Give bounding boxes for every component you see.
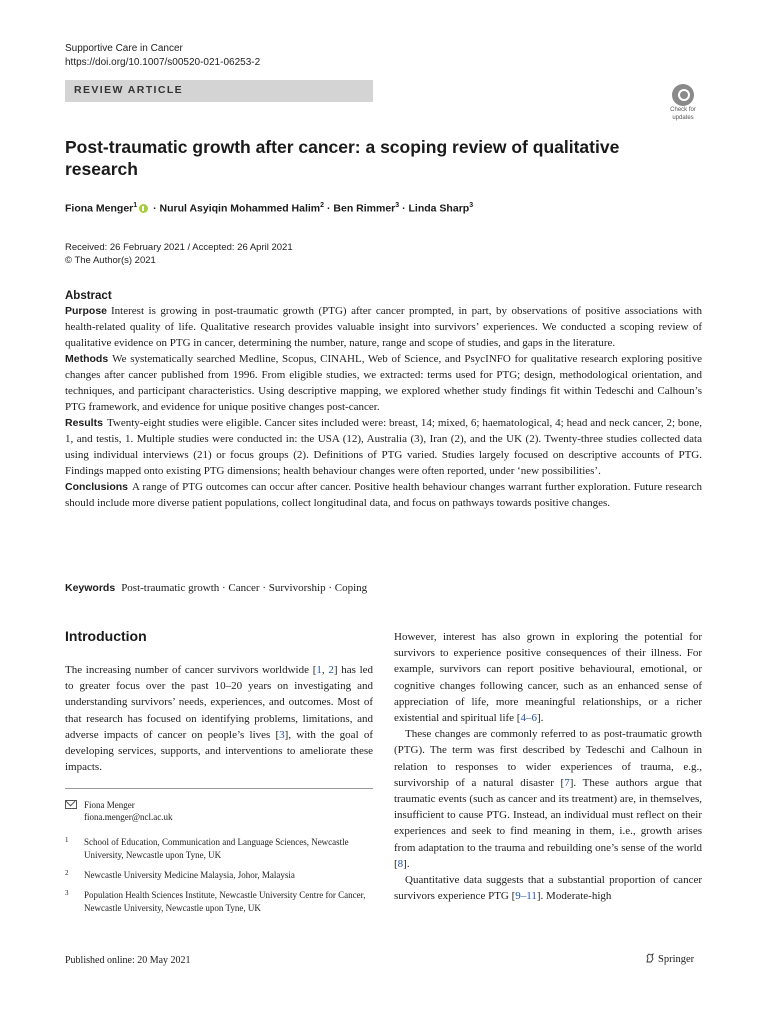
badge-line2: updates [672,115,694,121]
body-text-run: ]. [536,712,544,725]
abstract-section [65,290,702,511]
author-affil-sup: 2 [320,202,325,209]
intro-right-column [394,629,702,904]
citation-link[interactable]: 1 [316,664,322,676]
abstract-methods [65,351,702,415]
correspondence-block [65,799,373,823]
abstract-label: Results [65,417,103,429]
author-separator: · [324,202,334,215]
journal-header [65,42,260,70]
author-affil-sup: 3 [395,202,400,209]
springer-horse-icon [645,953,655,963]
affiliation-number: 1 [65,836,69,844]
affiliation-number: 2 [65,869,69,877]
received-accepted-dates: Received: 26 February 2021 / Accepted: 26 April 2021 [65,242,293,253]
corresponding-author: Fiona Menger [84,800,135,810]
article-type-label: REVIEW ARTICLE [74,84,184,96]
keywords-text: Post-traumatic growth · Cancer · Survivorship · Coping [121,582,368,594]
author-list [65,202,715,215]
keywords-label: Keywords [65,582,116,594]
citation-link[interactable]: 8 [397,857,404,870]
citation-link[interactable]: 7 [564,776,570,789]
affiliation-number: 3 [65,889,69,897]
abstract-label: Conclusions [65,481,129,493]
body-text-run: The increasing number of cancer survivors worldwide [ [65,664,317,676]
intro-paragraph-left [65,662,373,775]
envelope-icon [65,800,77,809]
doi-link[interactable]: https://doi.org/10.1007/s00520-021-06253-2 [65,57,261,68]
body-text-run: ], with the goal of developing services, supports, and interventions to ameliorate these impacts. [65,728,373,774]
published-online: Published online: 20 May 2021 [65,955,191,966]
footnote-divider [65,788,373,789]
copyright-line: © The Author(s) 2021 [65,255,156,266]
author-name[interactable]: Nurul Asyiqin Mohammed Halim [159,202,321,215]
author-name[interactable]: Fiona Menger [65,202,134,215]
intro-paragraph [394,726,702,872]
author-name[interactable]: Ben Rimmer [333,202,396,215]
abstract-label: Methods [65,353,109,365]
publisher-name: Springer [658,954,695,965]
check-updates-icon [672,84,694,106]
article-title: Post-traumatic growth after cancer: a scoping review of qualitative research [65,137,620,179]
author-separator: · [150,202,160,215]
affiliation-text: Newcastle University Medicine Malaysia, Johor, Malaysia [84,870,295,880]
author-affil-sup: 3 [469,202,474,209]
abstract-purpose [65,303,702,351]
keywords-line [65,582,367,594]
affiliation-item [65,889,373,914]
citation-link[interactable]: 4–6 [520,712,537,725]
body-text-run: These changes are commonly referred to as post-traumatic growth (PTG). The term was first described by Tedeschi and Calhoun in relation to responses to wider experiences of trauma, e.g., survivorship of a natural disaster [ [394,728,702,789]
affiliation-item [65,836,373,861]
abstract-text: Interest is growing in post-traumatic growth (PTG) after cancer prompted, in part, by observations of positive associations with health-related quality of life. Qualitative research provides valuable insight into survivors’ experiences. We conducted a scoping review of qualitative evidence on PTG in cancer, determining the number, nature, range and scope of studies, and gaps in the literature. [65,305,702,349]
introduction-heading: Introduction [65,628,147,644]
article-type-band [65,80,373,102]
body-text-run: However, interest has also grown in exploring the potential for survivors to experience positive consequences of their illness. For example, survivors can report positive behavioural, emotional, or cognitive changes following cancer, such as an enhanced sense of appreciation of life, more meaningful relationships, or a richer existential and spiritual life [ [394,631,702,725]
abstract-text: A range of PTG outcomes can occur after cancer. Positive health behaviour changes warrant further exploration. Future research should include more diverse patient populations, collect longitudinal data, and focus on pathways towards positive changes. [65,481,702,509]
body-text-run: Quantitative data suggests that a substantial proportion of cancer survivors experience PTG [ [394,874,702,903]
publisher-logo [645,953,694,965]
affiliation-item [65,869,373,882]
corresponding-email[interactable]: fiona.menger@ncl.ac.uk [84,812,173,822]
intro-paragraph [394,629,702,726]
body-text-run: , [321,664,329,676]
article-dates [65,241,293,267]
author-affil-sup: 1 [133,202,138,209]
intro-paragraph [394,872,702,904]
abstract-text: Twenty-eight studies were eligible. Cancer sites included were: breast, 14; mixed, 6; haematological, 4; head and neck cancer, 2; bone, 1, and testis, 1. Multiple studies were conducted in: the USA (12), Australia (3), Iran (2), and the UK (2). Twenty-three studies collected data using individual interviews (21) or focus groups (2). Definitions of PTG varied. Studies largely focused on descriptive accounts of PTG. Findings mapped onto existing PTG dimensions; health behaviour changes were often reported, under ‘new possibilities’. [65,417,702,477]
abstract-label: Purpose [65,305,108,317]
badge-line1: Check for [670,107,696,113]
abstract-heading: Abstract [65,290,112,302]
body-text-run: ]. These authors argue that traumatic events (such as cancer and its treatment) are, in themselves, insufficient to cause PTG. Instead, an individual must reflect on their experiences and seek to find meaning in them, i.e., growth arises from adaptation to the trauma and rebuilding one’s sense of the world [ [394,776,702,870]
citation-link[interactable]: 9–11 [515,890,537,903]
affiliation-text: Population Health Sciences Institute, Newcastle University Centre for Cancer, Newcastle University, Newcastle upon Tyne, UK [84,890,366,913]
author-name[interactable]: Linda Sharp [408,202,470,215]
journal-name: Supportive Care in Cancer [65,43,183,54]
citation-link[interactable]: 3 [279,728,285,741]
author-separator: · [399,202,409,215]
body-text-run: ]. [403,857,410,870]
abstract-text: We systematically searched Medline, Scopus, CINAHL, Web of Science, and PsycINFO for qualitative research exploring positive changes after cancer published from 1996. From eligible studies, we extracted: terms used for PTG; design, methodological orientation, and techniques, and participant characteristics. Using descriptive mapping, we explored whether study findings fit within Tedeschi and Calhoun’s PTG framework, and evidence for unique positive changes post-cancer. [65,353,702,413]
body-text-run: ] has led to greater focus over the past 10–20 years on investigating and understanding survivors’ needs, experiences, and outcomes. Most of that research has focused on identifying problems, limitations, and adverse impacts of cancer on people’s lives [ [65,664,374,741]
affiliation-text: School of Education, Communication and Language Sciences, Newcastle University, Newcastle upon Tyne, UK [84,837,349,860]
citation-link[interactable]: 2 [328,664,334,676]
orcid-icon[interactable] [139,204,148,213]
abstract-results [65,415,702,479]
body-text-run: ]. Moderate-high [536,890,612,903]
check-for-updates-badge[interactable] [664,84,702,122]
abstract-conclusions [65,479,702,511]
